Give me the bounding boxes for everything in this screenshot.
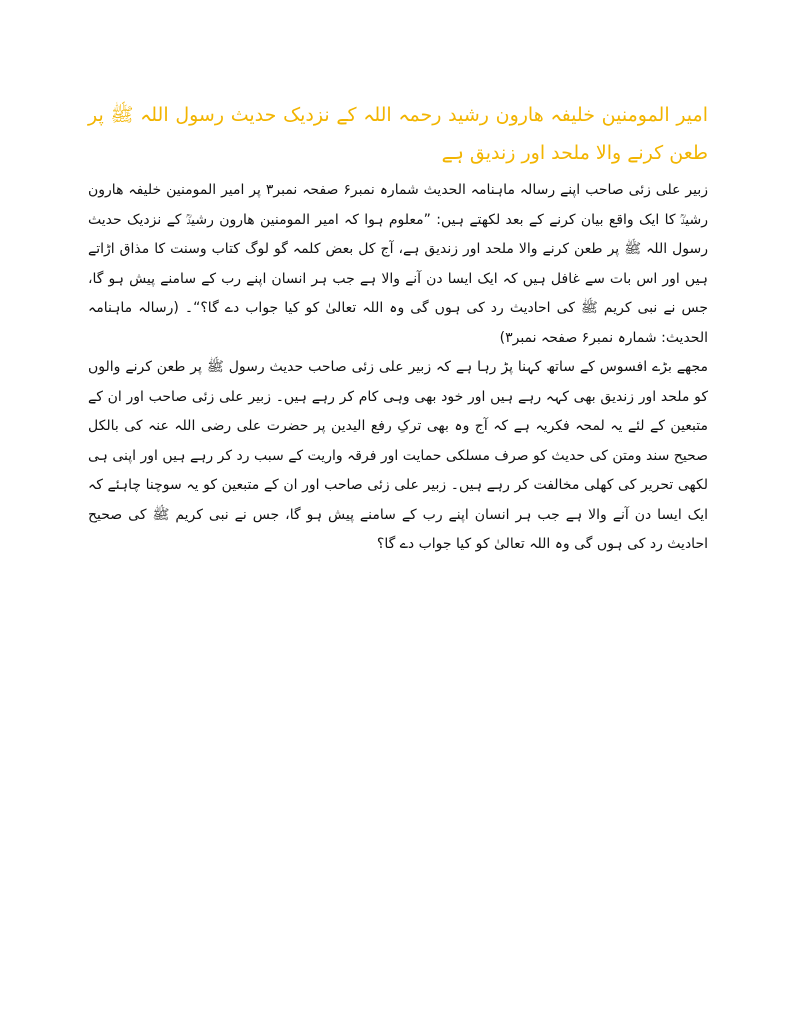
paragraph-quote: زبیر علی زئی صاحب اپنے رسالہ ماہنامہ الحدیث شمارہ نمبر۶ صفحہ نمبر۳ پر امیر المومنین خلیفہ ھارون رشیدؒ کا ایک واقع بیان کرنے کے بعد لکھتے ہیں: ”معلوم ہوا کہ امیر المومنین ھارون رشیدؒ کے نزدیک حدیث رسول اللہ ﷺ پر طعن کرنے والا ملحد اور زندیق ہے، آج کل بعض کلمہ گو لوگ کتاب وسنت کا مذاق اڑاتے ہیں اور اس بات سے غافل ہیں کہ ایک ایسا دن آنے والا ہے جب ہر انسان اپنے رب کے سامنے پیش ہو گا، جس نے نبی کریم ﷺ کی احادیث رد کی ہوں گی وہ اللہ تعالیٰ کو کیا جواب دے گا؟“۔ (رسالہ ماہنامہ الحدیث: شمارہ نمبر۶ صفحہ نمبر۳) — [88, 182, 708, 346]
article-title: امیر المومنین خلیفہ ھارون رشید رحمہ اللہ کے نزدیک حدیث رسول اللہ ﷺ پر طعن کرنے والا ملحد اور زندیق ہے — [88, 104, 708, 164]
paragraph-commentary: مجھے بڑے افسوس کے ساتھ کہنا پڑ رہا ہے کہ زبیر علی زئی صاحب حدیث رسول ﷺ پر طعن کرنے والوں کو ملحد اور زندیق بھی کہہ رہے ہیں اور خود بھی وہی کام کر رہے ہیں۔ زبیر علی زئی صاحب اور ان کے متبعین کے لئے یہ لمحہ فکریہ ہے کہ آج وہ بھی ترکِ رفع الیدین پر حضرت علی رضی اللہ عنہ کی بالکل صحیح سند ومتن کی حدیث کو صرف مسلکی حمایت اور فرقہ واریت کے سبب رد کر رہے ہیں اور اپنی ہی لکھی تحریر کی کھلی مخالفت کر رہے ہیں۔ زبیر علی زئی صاحب اور ان کے متبعین کو یہ سوچنا چاہئے کہ ایک ایسا دن آنے والا ہے جب ہر انسان اپنے رب کے سامنے پیش ہو گا، جس نے نبی کریم ﷺ کی صحیح احادیث رد کی ہوں گی وہ اللہ تعالیٰ کو کیا جواب دے گا؟ — [88, 359, 708, 552]
document-page — [88, 96, 708, 560]
